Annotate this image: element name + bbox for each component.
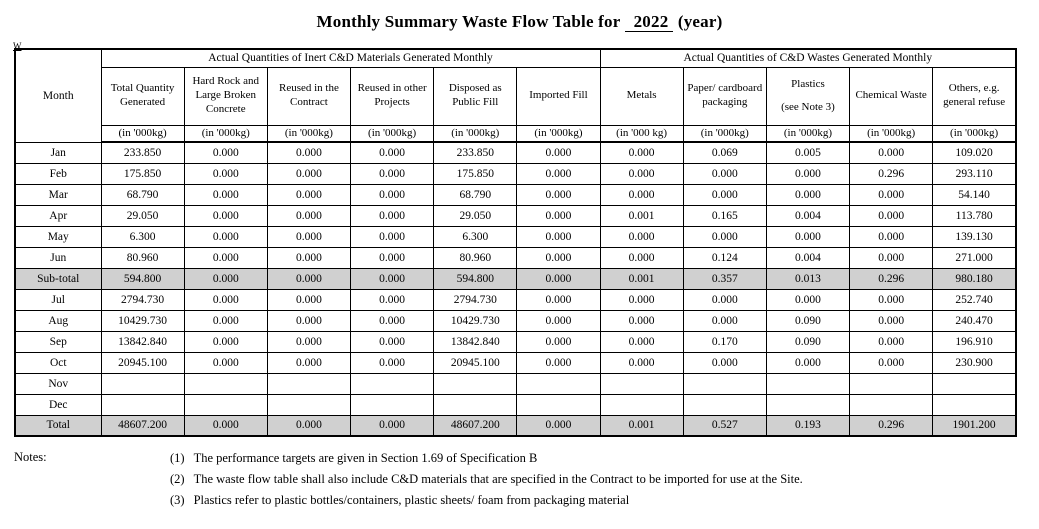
table-row — [15, 163, 1016, 184]
data-cell: 0.000 — [184, 352, 267, 373]
note-number: (2) — [170, 471, 185, 486]
data-cell: 80.960 — [434, 247, 517, 268]
data-cell: 175.850 — [101, 163, 184, 184]
note-item — [170, 471, 803, 488]
table-row — [15, 394, 1016, 415]
data-cell: 0.170 — [683, 331, 766, 352]
data-cell: 0.000 — [267, 205, 350, 226]
unit-label: (in '000kg) — [101, 125, 184, 142]
row-label: Jun — [15, 247, 101, 268]
data-cell: 1901.200 — [933, 415, 1016, 436]
data-cell: 0.000 — [600, 226, 683, 247]
data-cell: 0.090 — [766, 310, 849, 331]
data-cell: 0.000 — [850, 310, 933, 331]
data-cell: 0.005 — [766, 142, 849, 163]
unit-label: (in '000 kg) — [600, 125, 683, 142]
row-label: Sep — [15, 331, 101, 352]
row-label: Oct — [15, 352, 101, 373]
data-cell: 0.000 — [683, 226, 766, 247]
row-label: Apr — [15, 205, 101, 226]
data-cell: 0.000 — [351, 352, 434, 373]
data-cell: 0.000 — [517, 142, 600, 163]
column-header: Disposed as Public Fill — [434, 67, 517, 125]
data-cell — [351, 394, 434, 415]
data-cell: 0.069 — [683, 142, 766, 163]
column-header: Plastics (see Note 3) — [766, 67, 849, 125]
data-cell — [517, 394, 600, 415]
data-cell: 0.000 — [517, 184, 600, 205]
table-row — [15, 352, 1016, 373]
data-cell: 6.300 — [101, 226, 184, 247]
table-row — [15, 226, 1016, 247]
data-cell: 0.296 — [850, 163, 933, 184]
unit-label: (in '000kg) — [517, 125, 600, 142]
data-cell — [517, 373, 600, 394]
data-cell: 293.110 — [933, 163, 1016, 184]
data-cell: 13842.840 — [101, 331, 184, 352]
data-cell: 0.000 — [351, 331, 434, 352]
data-cell: 2794.730 — [434, 289, 517, 310]
title-year: 2022 — [625, 13, 674, 32]
table-row — [15, 268, 1016, 289]
row-label: May — [15, 226, 101, 247]
data-cell: 0.000 — [517, 268, 600, 289]
table-row — [15, 415, 1016, 436]
data-cell: 0.004 — [766, 205, 849, 226]
data-cell — [434, 373, 517, 394]
notes-section — [14, 450, 1039, 513]
data-cell: 0.000 — [600, 331, 683, 352]
row-label: Feb — [15, 163, 101, 184]
data-cell — [850, 373, 933, 394]
note-number: (1) — [170, 451, 185, 465]
row-label: Nov — [15, 373, 101, 394]
data-cell — [933, 373, 1016, 394]
data-cell: 0.000 — [850, 289, 933, 310]
waste-flow-table — [14, 48, 1017, 437]
unit-label: (in '000kg) — [351, 125, 434, 142]
data-cell: 0.000 — [351, 247, 434, 268]
data-cell: 0.000 — [683, 163, 766, 184]
data-cell: 0.000 — [184, 331, 267, 352]
unit-label: (in '000kg) — [184, 125, 267, 142]
data-cell — [351, 373, 434, 394]
row-label: Total — [15, 415, 101, 436]
data-cell: 0.000 — [267, 352, 350, 373]
data-cell: 0.000 — [600, 184, 683, 205]
data-cell: 0.000 — [351, 268, 434, 289]
data-cell: 0.000 — [267, 247, 350, 268]
data-cell: 0.000 — [351, 205, 434, 226]
data-cell: 0.000 — [351, 289, 434, 310]
data-cell: 0.000 — [600, 142, 683, 163]
data-cell: 109.020 — [933, 142, 1016, 163]
data-cell: 0.000 — [683, 352, 766, 373]
data-cell: 0.001 — [600, 205, 683, 226]
table-row — [15, 331, 1016, 352]
row-label: Jan — [15, 142, 101, 163]
data-cell: 0.000 — [517, 226, 600, 247]
data-cell: 0.000 — [850, 352, 933, 373]
data-cell: 0.000 — [351, 142, 434, 163]
data-cell: 20945.100 — [101, 352, 184, 373]
data-cell: 0.090 — [766, 331, 849, 352]
title-suffix: (year) — [677, 12, 723, 31]
data-cell: 0.000 — [267, 142, 350, 163]
data-cell: 252.740 — [933, 289, 1016, 310]
data-cell: 230.900 — [933, 352, 1016, 373]
data-cell: 0.000 — [517, 163, 600, 184]
table-row — [15, 184, 1016, 205]
data-cell: 0.000 — [184, 205, 267, 226]
column-header: Others, e.g. general refuse — [933, 67, 1016, 125]
data-cell: 0.000 — [600, 289, 683, 310]
table-row — [15, 205, 1016, 226]
data-cell — [184, 394, 267, 415]
unit-label: (in '000kg) — [683, 125, 766, 142]
data-cell: 29.050 — [434, 205, 517, 226]
note-item — [170, 450, 803, 467]
data-cell: 0.000 — [600, 310, 683, 331]
data-cell: 68.790 — [101, 184, 184, 205]
data-cell — [850, 394, 933, 415]
data-cell: 0.000 — [351, 184, 434, 205]
data-cell — [766, 394, 849, 415]
unit-label: (in '000kg) — [766, 125, 849, 142]
data-cell: 0.000 — [850, 184, 933, 205]
data-cell: 0.000 — [267, 226, 350, 247]
data-cell: 10429.730 — [434, 310, 517, 331]
data-cell: 0.357 — [683, 268, 766, 289]
note-number: (3) — [170, 492, 185, 507]
data-cell: 0.004 — [766, 247, 849, 268]
table-row — [15, 247, 1016, 268]
unit-label: (in '000kg) — [267, 125, 350, 142]
data-cell — [683, 373, 766, 394]
data-cell: 0.000 — [267, 289, 350, 310]
data-cell — [600, 394, 683, 415]
row-label: Mar — [15, 184, 101, 205]
note-text: The performance targets are given in Section 1.69 of Specification B — [193, 451, 538, 465]
data-cell: 0.001 — [600, 415, 683, 436]
group-header: Actual Quantities of C&D Wastes Generated Monthly — [600, 49, 1016, 67]
column-subnote: (see Note 3) — [781, 100, 835, 113]
table-row — [15, 289, 1016, 310]
page-title — [0, 0, 1039, 32]
data-cell: 0.000 — [351, 310, 434, 331]
unit-label: (in '000kg) — [434, 125, 517, 142]
data-cell: 0.000 — [600, 163, 683, 184]
group-header-row — [15, 49, 1016, 67]
column-header: Hard Rock and Large Broken Concrete — [184, 67, 267, 125]
data-cell: 0.000 — [267, 268, 350, 289]
group-header: Actual Quantities of Inert C&D Materials Generated Monthly — [101, 49, 600, 67]
note-item — [170, 492, 803, 509]
data-cell: 0.000 — [766, 289, 849, 310]
data-cell: 0.000 — [517, 331, 600, 352]
data-cell: 0.527 — [683, 415, 766, 436]
title-prefix: Monthly Summary Waste Flow Table for — [316, 12, 621, 31]
data-cell: 0.000 — [850, 205, 933, 226]
data-cell: 10429.730 — [101, 310, 184, 331]
data-cell — [101, 373, 184, 394]
data-cell: 48607.200 — [101, 415, 184, 436]
data-cell: 0.000 — [517, 310, 600, 331]
data-cell: 980.180 — [933, 268, 1016, 289]
column-header-row — [15, 67, 1016, 125]
data-cell: 0.000 — [766, 163, 849, 184]
data-cell: 139.130 — [933, 226, 1016, 247]
data-cell — [267, 394, 350, 415]
data-cell: 0.000 — [683, 184, 766, 205]
data-cell: 0.000 — [766, 352, 849, 373]
data-cell: 68.790 — [434, 184, 517, 205]
data-cell: 113.780 — [933, 205, 1016, 226]
data-cell: 0.000 — [184, 415, 267, 436]
data-cell: 196.910 — [933, 331, 1016, 352]
notes-label: Notes: — [14, 450, 47, 464]
data-cell — [184, 373, 267, 394]
data-cell: 240.470 — [933, 310, 1016, 331]
table-body — [15, 142, 1016, 436]
row-label: Dec — [15, 394, 101, 415]
data-cell — [101, 394, 184, 415]
data-cell: 0.000 — [267, 415, 350, 436]
data-cell: 0.000 — [766, 226, 849, 247]
data-cell — [267, 373, 350, 394]
data-cell: 0.193 — [766, 415, 849, 436]
data-cell: 0.000 — [850, 142, 933, 163]
data-cell — [434, 394, 517, 415]
row-label: Jul — [15, 289, 101, 310]
unit-label: (in '000kg) — [933, 125, 1016, 142]
data-cell: 20945.100 — [434, 352, 517, 373]
stray-margin-text: W — [13, 41, 22, 51]
data-cell: 0.000 — [184, 163, 267, 184]
data-cell: 0.000 — [184, 226, 267, 247]
column-header: Total Quantity Generated — [101, 67, 184, 125]
data-cell: 6.300 — [434, 226, 517, 247]
table-header — [15, 49, 1016, 142]
data-cell: 0.165 — [683, 205, 766, 226]
row-label: Sub-total — [15, 268, 101, 289]
data-cell: 0.000 — [351, 415, 434, 436]
data-cell — [933, 394, 1016, 415]
data-cell: 0.000 — [683, 289, 766, 310]
data-cell: 0.000 — [850, 226, 933, 247]
data-cell: 0.000 — [517, 247, 600, 268]
month-header: Month — [15, 49, 101, 142]
data-cell: 0.000 — [267, 310, 350, 331]
data-cell: 175.850 — [434, 163, 517, 184]
data-cell: 233.850 — [434, 142, 517, 163]
data-cell: 0.000 — [184, 310, 267, 331]
data-cell: 0.000 — [517, 415, 600, 436]
data-cell — [683, 394, 766, 415]
data-cell: 594.800 — [434, 268, 517, 289]
column-header: Paper/ cardboard packaging — [683, 67, 766, 125]
table-row — [15, 142, 1016, 163]
column-header: Metals — [600, 67, 683, 125]
data-cell: 0.000 — [184, 289, 267, 310]
data-cell: 29.050 — [101, 205, 184, 226]
data-cell: 0.000 — [351, 163, 434, 184]
data-cell: 0.000 — [184, 268, 267, 289]
data-cell: 0.124 — [683, 247, 766, 268]
data-cell: 0.000 — [184, 247, 267, 268]
data-cell: 0.001 — [600, 268, 683, 289]
data-cell: 0.013 — [766, 268, 849, 289]
notes-list — [170, 450, 803, 513]
data-cell — [600, 373, 683, 394]
row-label: Aug — [15, 310, 101, 331]
column-header: Chemical Waste — [850, 67, 933, 125]
data-cell: 0.000 — [517, 352, 600, 373]
data-cell: 0.000 — [351, 226, 434, 247]
data-cell: 0.000 — [850, 331, 933, 352]
data-cell: 0.000 — [184, 142, 267, 163]
data-cell: 0.000 — [517, 205, 600, 226]
data-cell: 0.296 — [850, 415, 933, 436]
column-header: Reused in other Projects — [351, 67, 434, 125]
data-cell: 233.850 — [101, 142, 184, 163]
data-cell: 0.000 — [683, 310, 766, 331]
column-header: Imported Fill — [517, 67, 600, 125]
data-cell: 594.800 — [101, 268, 184, 289]
data-cell — [766, 373, 849, 394]
data-cell: 0.000 — [600, 352, 683, 373]
data-cell: 0.000 — [184, 184, 267, 205]
table-row — [15, 373, 1016, 394]
data-cell: 0.000 — [267, 163, 350, 184]
data-cell: 0.000 — [267, 184, 350, 205]
data-cell: 2794.730 — [101, 289, 184, 310]
note-text: Plastics refer to plastic bottles/containers, plastic sheets/ foam from packaging material — [193, 492, 630, 507]
data-cell: 54.140 — [933, 184, 1016, 205]
unit-label: (in '000kg) — [850, 125, 933, 142]
data-cell: 48607.200 — [434, 415, 517, 436]
column-header: Reused in the Contract — [267, 67, 350, 125]
table-row — [15, 310, 1016, 331]
data-cell: 0.000 — [600, 247, 683, 268]
data-cell: 0.000 — [766, 184, 849, 205]
data-cell: 0.000 — [267, 331, 350, 352]
data-cell: 80.960 — [101, 247, 184, 268]
note-text: The waste flow table shall also include C&D materials that are specified in the Contract to be imported for use at the Site. — [193, 471, 803, 486]
units-row — [15, 125, 1016, 142]
data-cell: 0.000 — [850, 247, 933, 268]
data-cell: 13842.840 — [434, 331, 517, 352]
data-cell: 0.000 — [517, 289, 600, 310]
data-cell: 0.296 — [850, 268, 933, 289]
data-cell: 271.000 — [933, 247, 1016, 268]
